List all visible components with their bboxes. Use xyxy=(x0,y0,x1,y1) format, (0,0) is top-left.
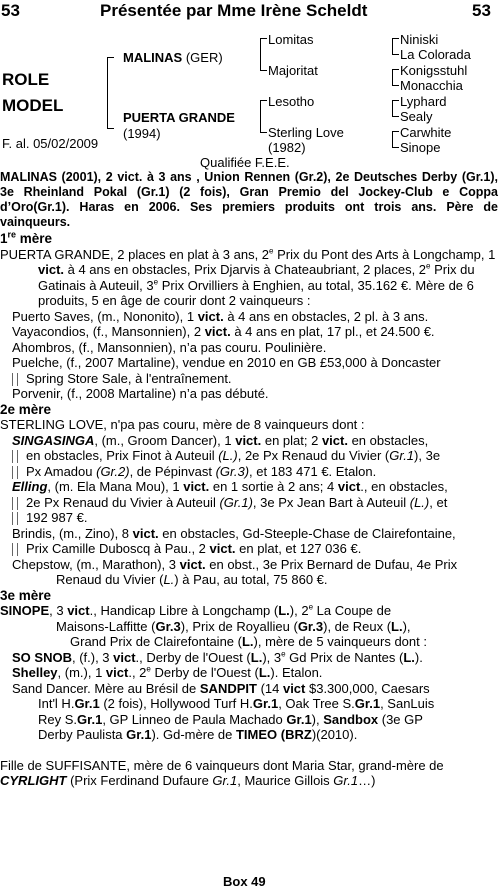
produce-line-cont: Renaud du Vivier (L.) à Pau, au total, 75 860 €. xyxy=(56,572,328,587)
foaling-date: F. al. 05/02/2009 xyxy=(2,136,99,151)
pedigree-bracket xyxy=(392,131,399,148)
horse-name-line1: ROLE xyxy=(2,70,50,89)
fourth-dam-line: CYRLIGHT (Prix Ferdinand Dufaure Gr.1, Maurice Gillois Gr.1…) xyxy=(0,773,376,788)
produce-line-cont: Derby Paulista Gr.1). Gd-mère de TIMEO (BRZ)(2010). xyxy=(38,727,358,742)
third-dam-line: Maisons-Laffitte (Gr.3), Prix de Royallieu (Gr.3), de Reux (L.), xyxy=(56,618,411,634)
section-third-dam: 3e mère xyxy=(0,587,52,603)
dam-dam: Sterling Love xyxy=(268,125,344,140)
section-second-dam: 2e mère xyxy=(0,401,52,417)
qualification: Qualifiée F.E.E. xyxy=(200,155,290,170)
pedigree-bracket xyxy=(260,38,267,71)
produce-line: Puelche, (f., 2007 Martaline), vendue en 2010 en GB £53,000 à Doncaster xyxy=(12,355,441,370)
produce-line: Chepstow, (m., Marathon), 3 vict. en obst., 3e Prix Bernard de Dufau, 4e Prix xyxy=(12,556,458,572)
sire-paragraph: MALINAS (2001), 2 vict. à 3 ans , Union Rennen (Gr.2), 2e Deutsches Derby (Gr.1), 3e Rheinland Pokal (Gr.1) (2 fois), Gran Premio del Jockey-Club e Coppa d’Oro(Gr.1). Haras en 2006. Ses premiers produits ont trois ans. Père de vainqueurs. xyxy=(0,170,498,229)
third-dam-line: SINOPE, 3 vict., Handicap Libre à Longchamp (L.), 2e La Coupe de xyxy=(0,602,392,618)
indent-marker xyxy=(12,450,18,463)
produce-line: Puerto Saves, (m., Nononito), 1 vict. à 4 ans en obstacles, 2 pl. à 3 ans. xyxy=(12,308,429,324)
first-dam-paragraph: PUERTA GRANDE, 2 places en plat à 3 ans, 2e Prix du Pont des Arts à Longchamp, 1 vict. à 4 ans en obstacles, Prix Djarvis à Chateaubriant, 2 places, 2e Prix du Gatinais à Auteuil, 3e Prix Orvilliers à Enghien, au total, 35.162 €. Mère de 6 produits, 5 en âge de courir dont 2 vainqueurs : xyxy=(0,246,496,308)
dam-name: PUERTA GRANDE xyxy=(123,110,235,125)
produce-line: Shelley, (m.), 1 vict., 2e Derby de l'Ouest (L.). Etalon. xyxy=(12,664,323,680)
pedigree-ggparent: Niniski xyxy=(400,32,439,47)
produce-line: SINGASINGA, (m., Groom Dancer), 1 vict. en plat; 2 vict. en obstacles, xyxy=(12,432,429,448)
pedigree-bracket xyxy=(260,100,267,133)
produce-line: SO SNOB, (f.), 3 vict., Derby de l'Ouest (L.), 3e Gd Prix de Nantes (L.). xyxy=(12,649,423,665)
produce-line: Ahombros, (f., Mansonnien), n’a pas couru. Poulinière. xyxy=(12,339,327,355)
pedigree-ggparent: Lyphard xyxy=(400,94,447,109)
fourth-dam-line: Fille de SUFFISANTE, mère de 6 vainqueurs dont Maria Star, grand-mère de xyxy=(0,757,444,773)
produce-line-cont: Spring Store Sale, à l'entraînement. xyxy=(0,371,498,387)
pedigree-bracket xyxy=(392,69,399,86)
indent-marker xyxy=(12,497,18,510)
sire-name: MALINAS (GER) xyxy=(123,50,223,65)
dam-year: (1994) xyxy=(123,126,161,141)
produce-line-cont: 2e Px Renaud du Vivier à Auteuil (Gr.1), 3e Px Jean Bart à Auteuil (L.), et xyxy=(0,495,498,511)
pedigree-ggparent: Konigsstuhl xyxy=(400,63,468,78)
pedigree-ggparent: Carwhite xyxy=(400,125,452,140)
box-number: Box 49 xyxy=(223,874,266,889)
indent-marker xyxy=(12,543,18,556)
produce-line-cont: en obstacles, Prix Finot à Auteuil (L.), 2e Px Renaud du Vivier (Gr.1), 3e xyxy=(0,448,498,464)
horse-name-line2: MODEL xyxy=(2,96,64,115)
produce-line: Porvenir, (f., 2008 Martaline) n’a pas débuté. xyxy=(12,386,269,401)
indent-marker xyxy=(12,512,18,525)
produce-line-cont: Px Amadou (Gr.2), de Pépinvast (Gr.3), et 183 471 €. Etalon. xyxy=(0,464,498,480)
sire-dam: Majoritat xyxy=(268,63,318,78)
dam-dam-year: (1982) xyxy=(268,140,306,155)
produce-line-cont: Rey S.Gr.1, GP Linneo de Paula Machado Gr.1), Sandbox (3e GP xyxy=(38,711,423,727)
pedigree-bracket xyxy=(392,38,399,55)
sire-sire: Lomitas xyxy=(268,32,314,47)
produce-line-cont: Prix Camille Duboscq à Pau., 2 vict. en plat, et 127 036 €. xyxy=(0,541,498,557)
pedigree-ggparent: Monacchia xyxy=(400,78,463,93)
lot-number-left: 53 xyxy=(1,1,20,20)
section-first-dam: 1re mère xyxy=(0,229,53,246)
produce-line: Sand Dancer. Mère au Brésil de SANDPIT (14 vict $3.300,000, Caesars xyxy=(12,680,430,696)
lot-number-right: 53 xyxy=(472,1,491,20)
indent-marker xyxy=(12,373,18,386)
pedigree-bracket xyxy=(107,57,114,129)
pedigree-ggparent: Sinope xyxy=(400,140,441,155)
dam-sire: Lesotho xyxy=(268,94,315,109)
pedigree-bracket xyxy=(392,100,399,117)
produce-line: Brindis, (m., Zino), 8 vict. en obstacles, Gd-Steeple-Chase de Clairefontaine, xyxy=(12,525,456,541)
second-dam-intro: STERLING LOVE, n'pa pas couru, mère de 8 vainqueurs dont : xyxy=(0,417,365,432)
page-title: Présentée par Mme Irène Scheldt xyxy=(100,1,368,20)
third-dam-line: Grand Prix de Clairefontaine (L.), mère de 5 vainqueurs dont : xyxy=(70,634,427,649)
produce-line: Vayacondios, (f., Mansonnien), 2 vict. à 4 ans en plat, 17 pl., et 24.500 €. xyxy=(12,324,435,339)
produce-line-cont: Int'l H.Gr.1 (2 fois), Hollywood Turf H.Gr.1, Oak Tree S.Gr.1, SanLuis xyxy=(38,696,435,711)
pedigree-ggparent: La Colorada xyxy=(400,47,471,62)
produce-line-cont: 192 987 €. xyxy=(0,510,498,526)
pedigree-ggparent: Sealy xyxy=(400,109,433,124)
produce-line: Elling, (m. Ela Mana Mou), 1 vict. en 1 sortie à 2 ans; 4 vict., en obstacles, xyxy=(12,479,448,494)
indent-marker xyxy=(12,466,18,479)
